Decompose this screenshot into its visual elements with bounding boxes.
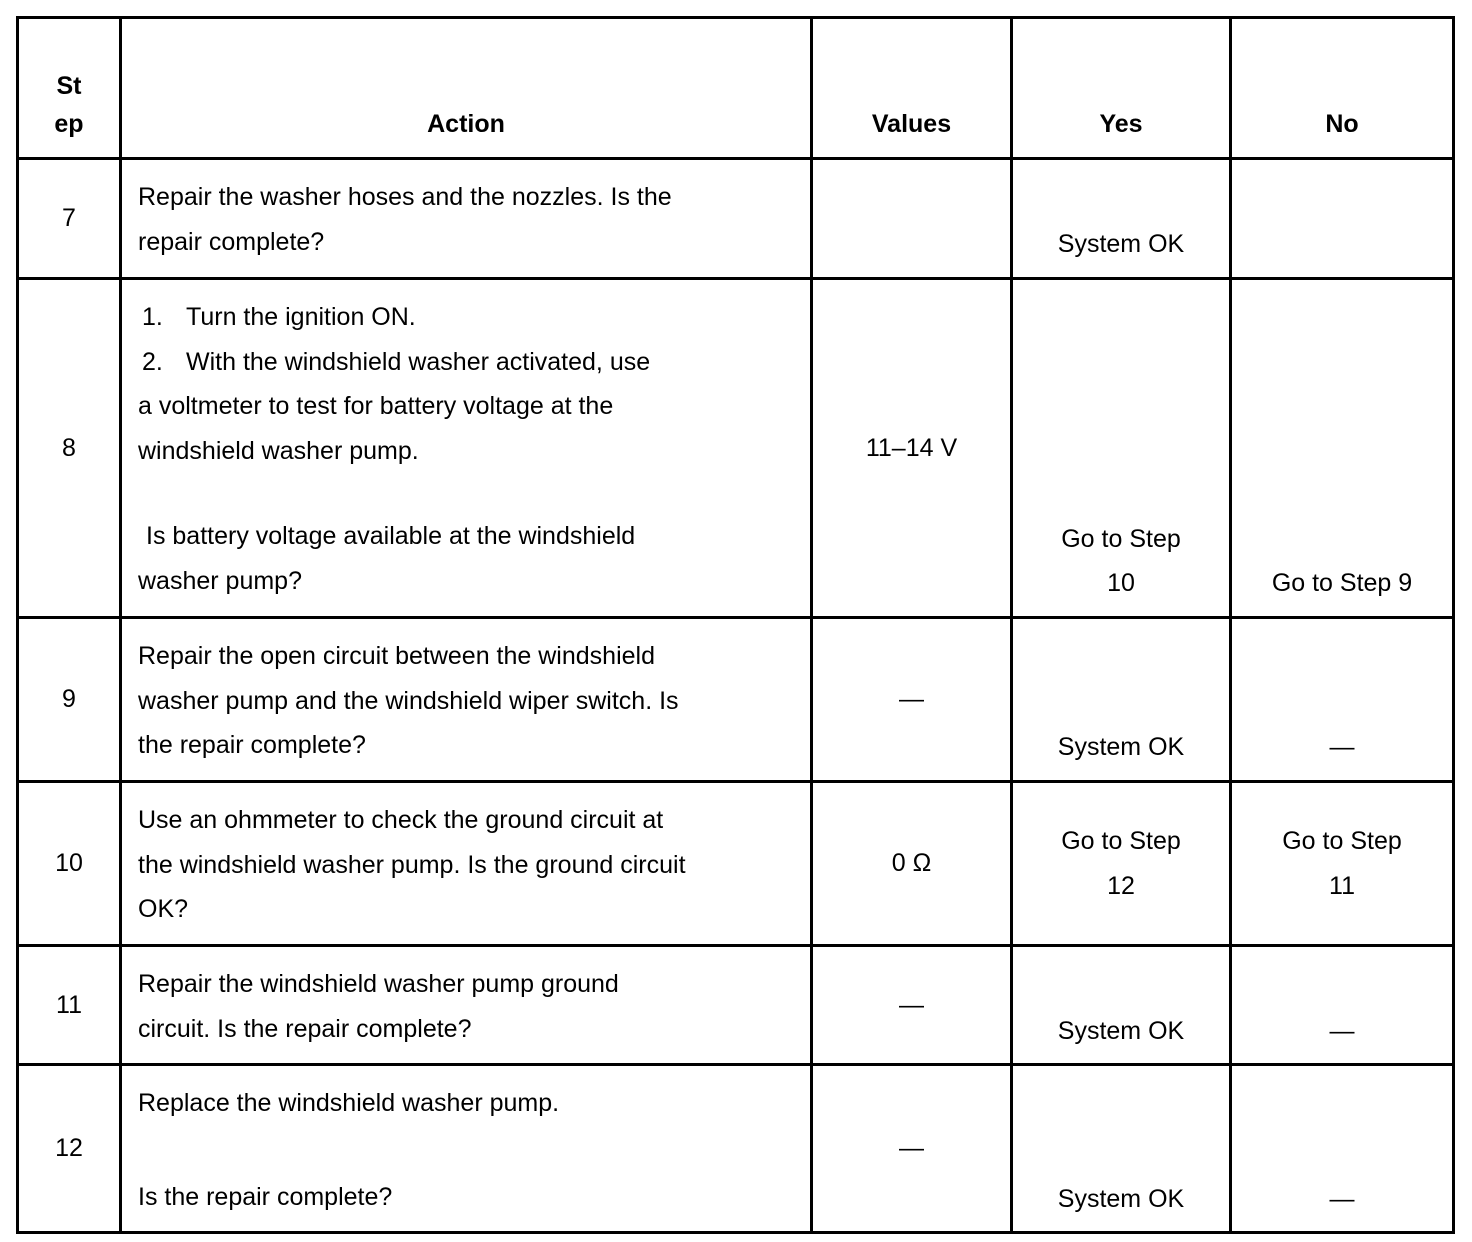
table-row	[18, 159, 1454, 279]
table-row	[18, 618, 1454, 782]
no-cell: —	[1231, 946, 1454, 1065]
values-cell: 0 Ω	[812, 782, 1012, 946]
action-cell: Replace the windshield washer pump. Is the repair complete?	[121, 1065, 812, 1233]
yes-cell: System OK	[1012, 618, 1231, 782]
no-cell: Go to Step 11	[1231, 782, 1454, 946]
header-values: Values	[812, 18, 1012, 159]
yes-cell: System OK	[1012, 159, 1231, 279]
list-item: 2. With the windshield washer activated, use	[142, 347, 651, 376]
no-cell: Go to Step 9	[1231, 279, 1454, 618]
action-cell: Repair the washer hoses and the nozzles. Is the repair complete?	[121, 159, 812, 279]
values-cell	[812, 159, 1012, 279]
yes-cell: Go to Step 12	[1012, 782, 1231, 946]
no-cell: —	[1231, 1065, 1454, 1233]
action-cell: Repair the windshield washer pump ground circuit. Is the repair complete?	[121, 946, 812, 1065]
yes-cell: Go to Step 10	[1012, 279, 1231, 618]
step-number: 8	[18, 279, 121, 618]
header-row	[18, 18, 1454, 159]
step-number: 7	[18, 159, 121, 279]
header-step: St ep	[18, 18, 121, 159]
table-row	[18, 1065, 1454, 1233]
step-number: 9	[18, 618, 121, 782]
list-item: 1. Turn the ignition ON.	[142, 303, 416, 331]
step-number: 10	[18, 782, 121, 946]
values-cell: 11–14 V	[812, 279, 1012, 618]
action-cell: 1. Turn the ignition ON. 2. With the windshield washer activated, use a voltmeter to test for battery voltage at the windshield washer pump. Is battery voltage available at the windshield washer pump?	[121, 279, 812, 618]
values-cell: —	[812, 618, 1012, 782]
no-cell: —	[1231, 618, 1454, 782]
values-cell: —	[812, 1065, 1012, 1233]
action-cell: Use an ohmmeter to check the ground circuit at the windshield washer pump. Is the ground circuit OK?	[121, 782, 812, 946]
step-number: 12	[18, 1065, 121, 1233]
table-row	[18, 946, 1454, 1065]
header-yes: Yes	[1012, 18, 1231, 159]
table-row	[18, 782, 1454, 946]
values-cell: —	[812, 946, 1012, 1065]
no-cell	[1231, 159, 1454, 279]
header-action: Action	[121, 18, 812, 159]
action-cell: Repair the open circuit between the windshield washer pump and the windshield wiper switch. Is the repair complete?	[121, 618, 812, 782]
diagnostic-table	[16, 16, 1455, 1234]
yes-cell: System OK	[1012, 946, 1231, 1065]
table-row	[18, 279, 1454, 618]
step-number: 11	[18, 946, 121, 1065]
yes-cell: System OK	[1012, 1065, 1231, 1233]
header-no: No	[1231, 18, 1454, 159]
